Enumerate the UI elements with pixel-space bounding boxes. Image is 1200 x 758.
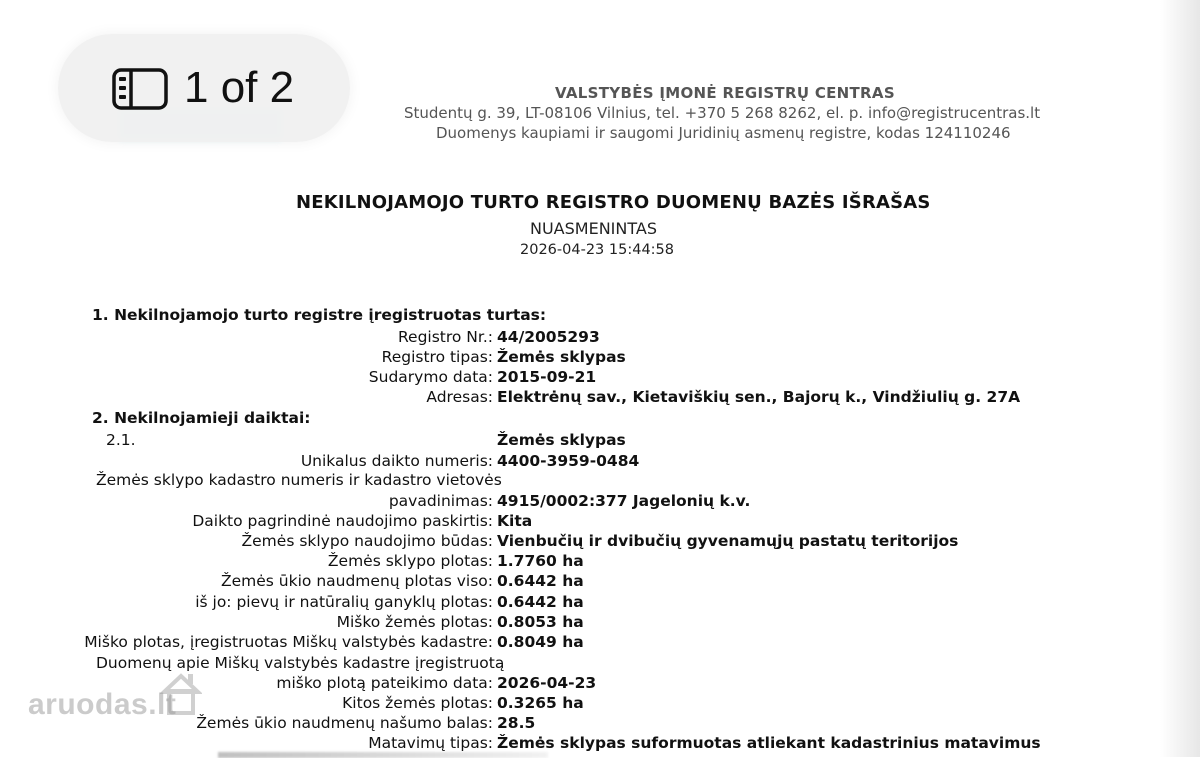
house-watermark-icon bbox=[160, 670, 202, 716]
document-subtitle: NUASMENINTAS bbox=[530, 219, 657, 238]
org-address-line: Studentų g. 39, LT-08106 Vilnius, tel. +370 5 268 8262, el. p. info@registrucentras.lt bbox=[404, 104, 1041, 122]
aruodas-watermark: aruodas.lt bbox=[28, 688, 177, 721]
field-label: Kitos žemės plotas: bbox=[342, 694, 493, 712]
field-label: Žemės ūkio naudmenų našumo balas: bbox=[196, 714, 493, 732]
field-label: Žemės sklypo kadastro numeris ir kadastro vietovės bbox=[96, 471, 502, 489]
field-value: Žemės sklypas bbox=[497, 348, 626, 366]
document-timestamp: 2026-04-23 15:44:58 bbox=[520, 242, 674, 258]
field-value: 0.6442 ha bbox=[497, 593, 584, 611]
field-value: 28.5 bbox=[497, 714, 536, 732]
page-counter-pill[interactable] bbox=[58, 34, 350, 142]
field-label: Žemės sklypo naudojimo būdas: bbox=[241, 532, 493, 550]
field-label: Adresas: bbox=[426, 388, 493, 406]
field-label: Registro Nr.: bbox=[397, 328, 493, 346]
field-value: 0.8049 ha bbox=[497, 633, 584, 651]
field-value: 44/2005293 bbox=[497, 328, 600, 346]
item-title: Žemės sklypas bbox=[497, 431, 626, 449]
item-number: 2.1. bbox=[106, 431, 136, 449]
field-label: miško plotą pateikimo data: bbox=[276, 674, 493, 692]
field-label: Žemės sklypo plotas: bbox=[327, 552, 493, 570]
field-value: 0.8053 ha bbox=[497, 613, 584, 631]
field-label: pavadinimas: bbox=[388, 492, 493, 510]
section-1-heading: 1. Nekilnojamojo turto registre įregistruotas turtas: bbox=[92, 306, 547, 324]
section-2-heading: 2. Nekilnojamieji daiktai: bbox=[92, 409, 311, 427]
field-value: Žemės sklypas suformuotas atliekant kadastrinius matavimus bbox=[497, 734, 1041, 752]
cut-off-next-row bbox=[218, 752, 548, 758]
field-value: 2026-04-23 bbox=[497, 674, 597, 692]
field-label: Daikto pagrindinė naudojimo paskirtis: bbox=[192, 512, 493, 530]
field-label: Miško žemės plotas: bbox=[336, 613, 493, 631]
page-edge-shade bbox=[1160, 0, 1200, 757]
sidebar-pages-icon[interactable] bbox=[112, 68, 168, 110]
field-value: 1.7760 ha bbox=[497, 552, 584, 570]
field-value: 4915/0002:377 Jagelonių k.v. bbox=[497, 492, 751, 510]
field-value: 0.3265 ha bbox=[497, 694, 584, 712]
field-value: 4400-3959-0484 bbox=[497, 452, 640, 470]
field-value: Elektrėnų sav., Kietaviškių sen., Bajorų k., Vindžiulių g. 27A bbox=[497, 388, 1021, 406]
org-name: VALSTYBĖS ĮMONĖ REGISTRŲ CENTRAS bbox=[555, 84, 895, 102]
field-label: Žemės ūkio naudmenų plotas viso: bbox=[221, 572, 493, 590]
field-value: 0.6442 ha bbox=[497, 572, 584, 590]
field-label: Matavimų tipas: bbox=[368, 734, 493, 752]
field-label: Miško plotas, įregistruotas Miškų valstybės kadastre: bbox=[84, 633, 493, 651]
document-title: NEKILNOJAMOJO TURTO REGISTRO DUOMENŲ BAZĖS IŠRAŠAS bbox=[296, 192, 931, 213]
org-registry-line: Duomenys kaupiami ir saugomi Juridinių asmenų registre, kodas 124110246 bbox=[436, 124, 1011, 142]
field-label: Registro tipas: bbox=[381, 348, 493, 366]
field-value: Vienbučių ir dvibučių gyvenamųjų pastatų teritorijos bbox=[497, 532, 959, 550]
field-label: Unikalus daikto numeris: bbox=[300, 452, 493, 470]
page-counter-text: 1 of 2 bbox=[184, 63, 295, 112]
field-value: 2015-09-21 bbox=[497, 368, 597, 386]
field-label: Duomenų apie Miškų valstybės kadastre įregistruotą bbox=[96, 654, 505, 672]
field-value: Kita bbox=[497, 512, 533, 530]
field-label: Sudarymo data: bbox=[368, 368, 493, 386]
field-label: iš jo: pievų ir natūralių ganyklų plotas: bbox=[195, 593, 493, 611]
